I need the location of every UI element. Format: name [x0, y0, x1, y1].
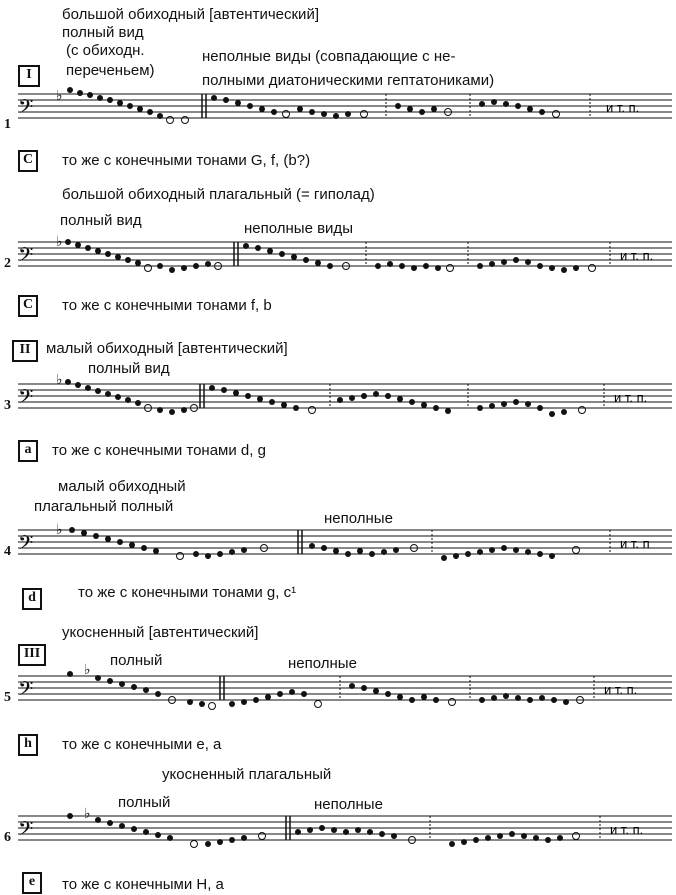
system-1-full-note-2: переченьем) — [66, 62, 155, 79]
system-2-staff — [0, 228, 676, 288]
svg-text:♭: ♭ — [84, 662, 91, 678]
svg-text:𝄢: 𝄢 — [18, 531, 34, 559]
system-2-ending: и т. п. — [620, 248, 654, 263]
svg-text:𝄢: 𝄢 — [18, 95, 34, 123]
svg-text:♭: ♭ — [84, 806, 91, 822]
system-3-caption: то же с конечными тонами d, g — [52, 442, 266, 459]
system-2-title: большой обиходный плагальный (= гиполад) — [62, 186, 375, 203]
system-5-mode-box: III — [18, 644, 46, 666]
system-1-staff — [0, 80, 676, 140]
system-1-partial-label-1: неполные виды (совпадающие с не- — [202, 48, 456, 65]
system-5-full-label: полный — [110, 652, 163, 669]
system-4-caption-box: d — [22, 588, 42, 610]
system-6-caption: то же с конечными H, a — [62, 876, 224, 893]
system-2-partial-label: неполные виды — [244, 220, 353, 237]
svg-text:♭: ♭ — [56, 234, 63, 250]
system-1-caption-box: C — [18, 150, 38, 172]
system-1-partial-label-2: полными диатоническими гептатониками) — [202, 72, 495, 89]
system-2-full-label: полный вид — [60, 212, 142, 229]
system-6-number: 6 — [4, 830, 11, 845]
system-2-number: 2 — [4, 256, 11, 271]
system-4-ending: и т. п — [620, 536, 650, 551]
system-5-caption: то же с конечными e, a — [62, 736, 222, 753]
svg-text:♭: ♭ — [56, 522, 63, 538]
system-6-ending: и т. п. — [610, 822, 644, 837]
system-1-ending: и т. п. — [606, 100, 640, 115]
system-4-full-label: плагальный полный — [34, 498, 174, 515]
system-3-ending: и т. п. — [614, 390, 648, 405]
svg-text:𝄢: 𝄢 — [18, 677, 34, 705]
system-1-mode-box: I — [18, 65, 40, 87]
system-5-staff — [0, 662, 676, 722]
system-1-number: 1 — [4, 117, 11, 132]
svg-text:𝄢: 𝄢 — [18, 243, 34, 271]
system-1-full-note-1: (с обиходн. — [66, 42, 145, 59]
system-3-caption-box: a — [18, 440, 38, 462]
system-3-staff — [0, 370, 676, 430]
system-4-staff — [0, 516, 676, 576]
svg-text:𝄢: 𝄢 — [18, 817, 34, 845]
system-2-caption: то же с конечными тонами f, b — [62, 297, 272, 314]
svg-text:♭: ♭ — [56, 372, 63, 388]
system-5-ending: и т. п. — [604, 682, 638, 697]
system-3-full-label: полный вид — [88, 360, 170, 377]
system-2-caption-box: C — [18, 295, 38, 317]
system-4-partial-label: неполные — [324, 510, 393, 527]
system-4-caption: то же с конечными тонами g, c¹ — [78, 584, 297, 601]
system-1-caption: то же с конечными тонами G, f, (b?) — [62, 152, 311, 169]
system-5-partial-label: неполные — [288, 655, 357, 672]
system-6-title: укосненный плагальный — [162, 766, 332, 783]
system-6-staff — [0, 802, 676, 862]
system-6-partial-label: неполные — [314, 796, 383, 813]
system-1-title: большой обиходный [автентический] — [62, 6, 319, 23]
system-5-title: укосненный [автентический] — [62, 624, 259, 641]
system-4-title: малый обиходный — [58, 478, 186, 495]
system-6-full-label: полный — [118, 794, 171, 811]
system-5-number: 5 — [4, 690, 11, 705]
system-1-full-label: полный вид — [62, 24, 144, 41]
system-6-caption-box: e — [22, 872, 42, 894]
system-3-title: малый обиходный [автентический] — [46, 340, 288, 357]
svg-text:♭: ♭ — [56, 88, 63, 104]
system-3-mode-box: II — [12, 340, 38, 362]
system-4-number: 4 — [4, 544, 11, 559]
svg-text:𝄢: 𝄢 — [18, 385, 34, 413]
system-3-number: 3 — [4, 398, 11, 413]
system-5-caption-box: h — [18, 734, 38, 756]
